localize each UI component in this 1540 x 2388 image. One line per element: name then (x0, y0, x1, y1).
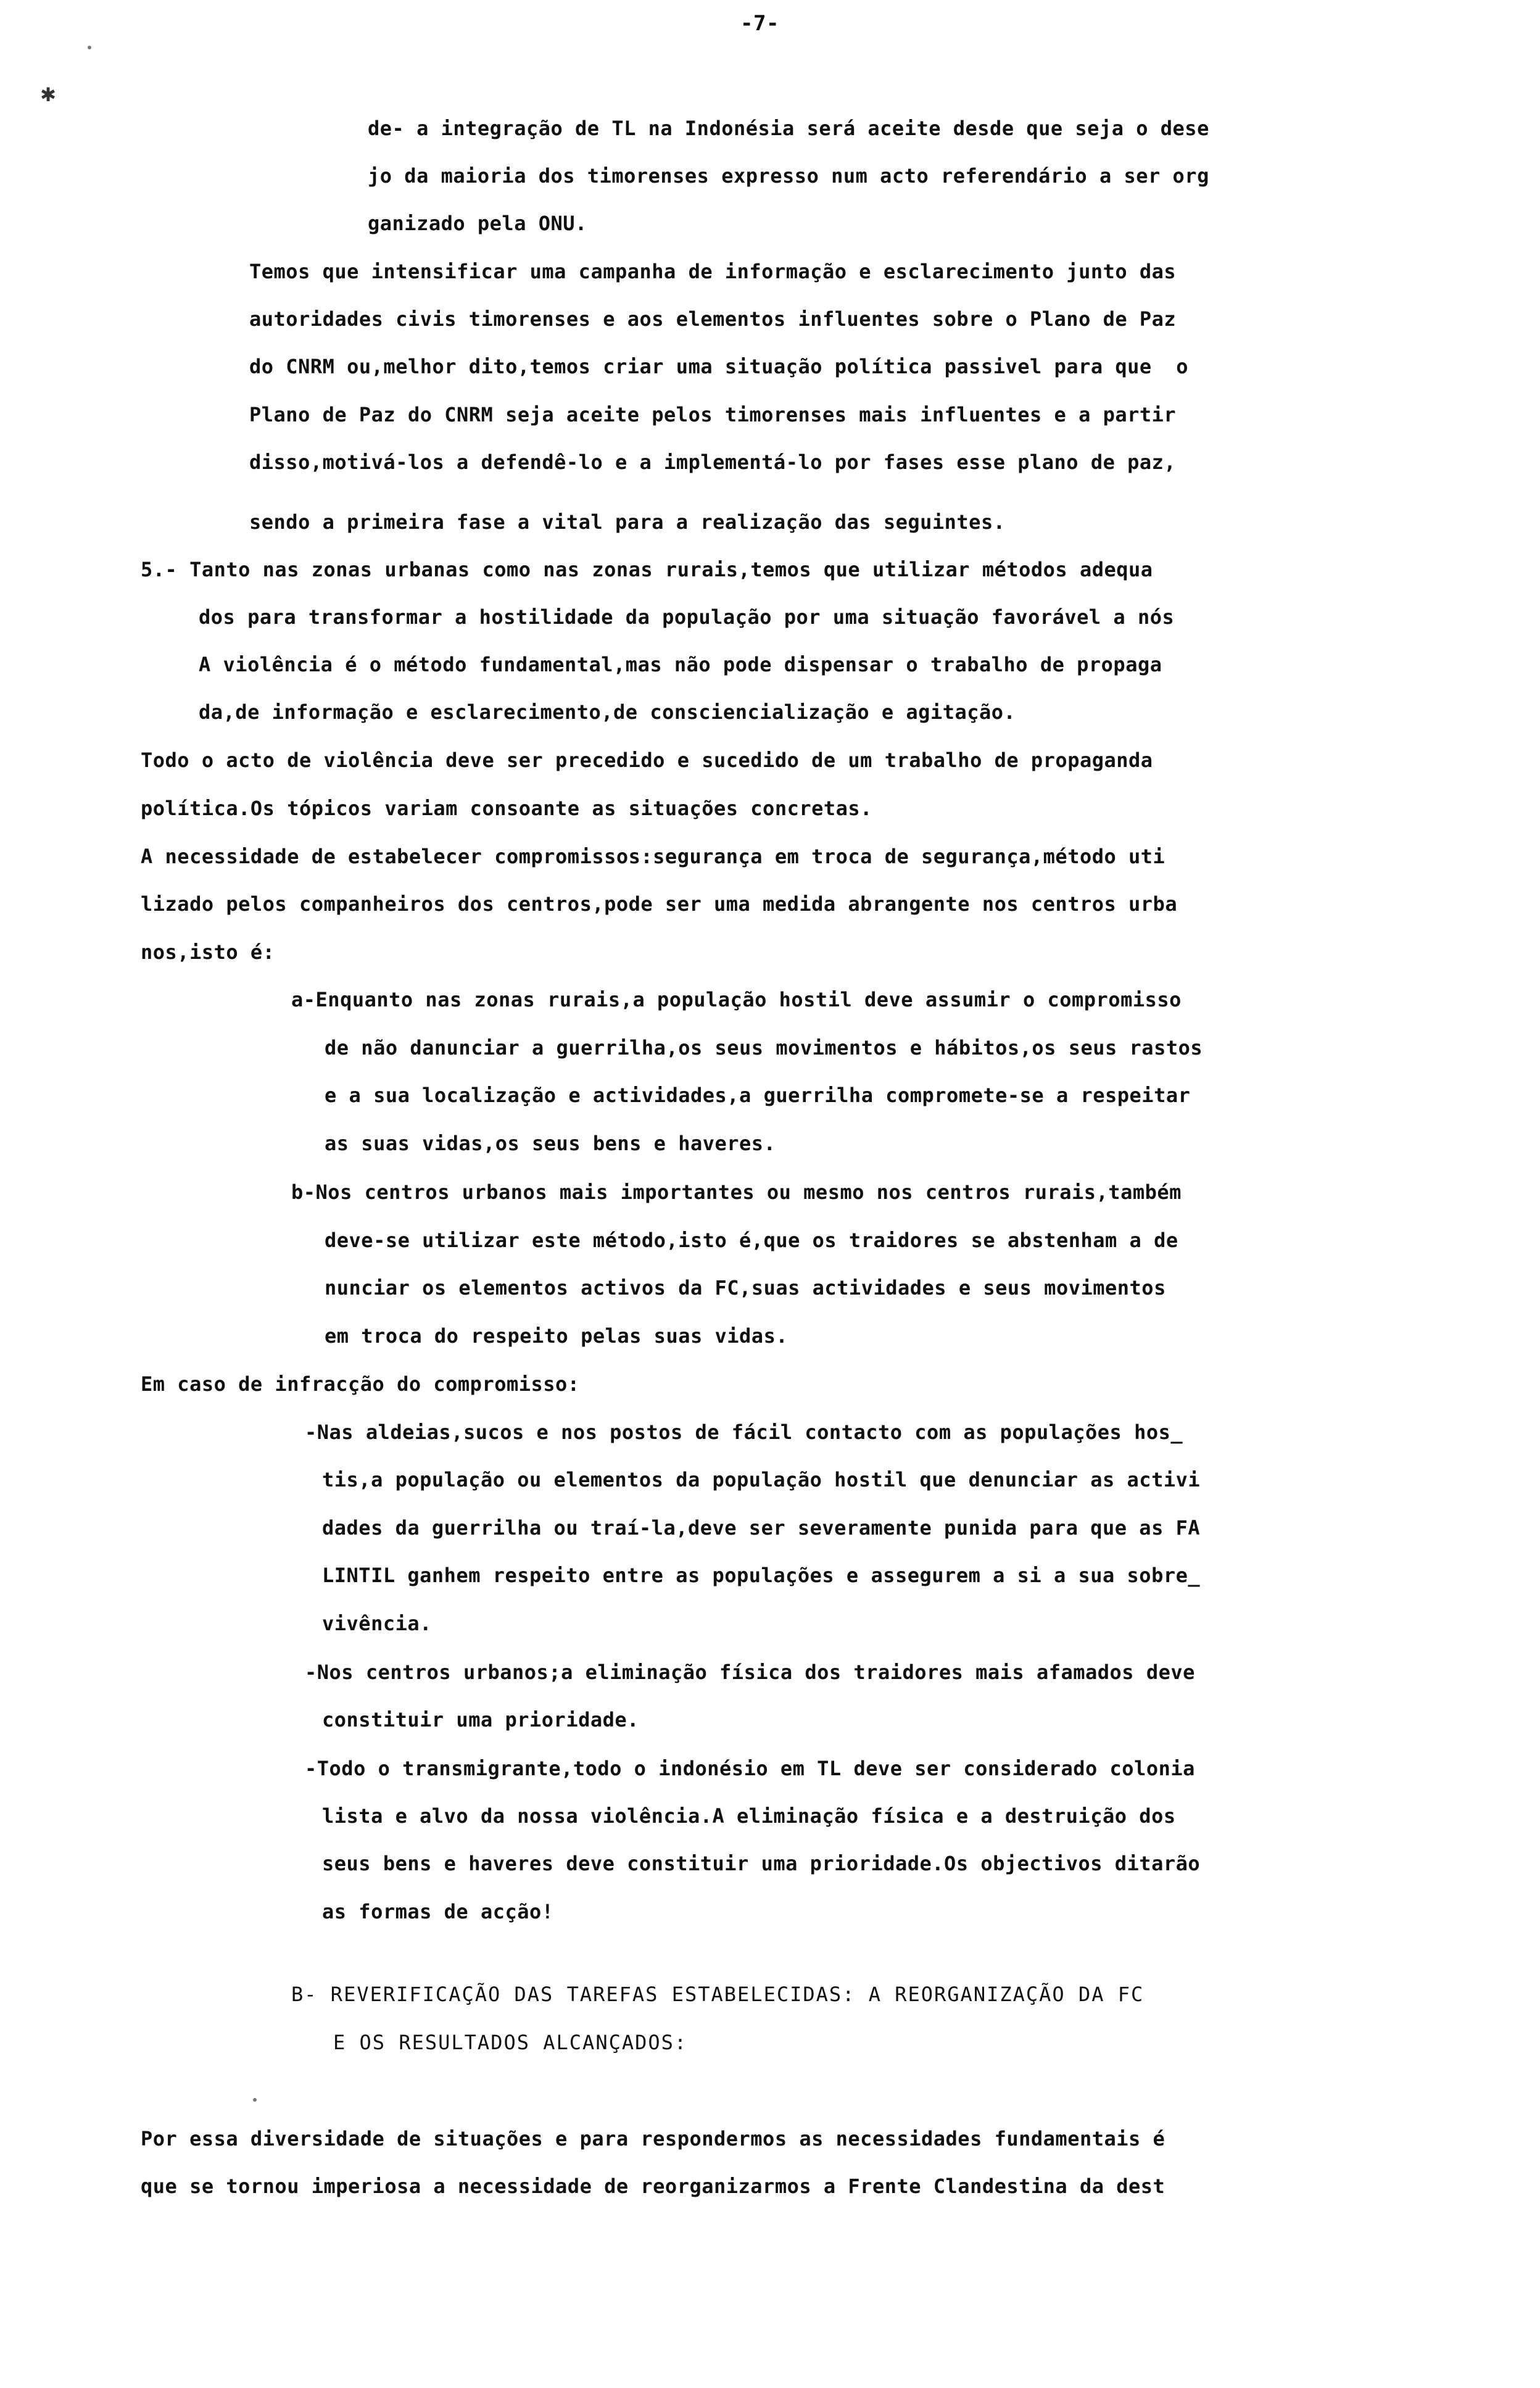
text-line: ganizado pela ONU. (368, 212, 587, 235)
text-line: as suas vidas,os seus bens e haveres. (325, 1132, 776, 1155)
text-line: lizado pelos companheiros dos centros,pode ser uma medida abrangente nos centros urba (141, 892, 1178, 916)
text-line: de- a integração de TL na Indonésia será aceite desde que seja o dese (368, 117, 1209, 140)
text-line: Por essa diversidade de situações e para respondermos as necessidades fundamentais é (141, 2127, 1165, 2150)
text-line: do CNRM ou,melhor dito,temos criar uma situação política passivel para que o (249, 355, 1188, 378)
section-heading-line: E OS RESULTADOS ALCANÇADOS: (333, 2031, 688, 2054)
text-line: em troca do respeito pelas suas vidas. (325, 1324, 789, 1348)
scan-dot (88, 46, 91, 49)
text-line: que se tornou imperiosa a necessidade de reorganizarmos a Frente Clandestina da dest (141, 2174, 1165, 2198)
text-line: Temos que intensificar uma campanha de informação e esclarecimento junto das (249, 260, 1177, 283)
text-line: de não danunciar a guerrilha,os seus movimentos e hábitos,os seus rastos (325, 1036, 1203, 1059)
text-line: lista e alvo da nossa violência.A eliminação física e a destruição dos (322, 1804, 1176, 1828)
list-item: -Nas aldeias,sucos e nos postos de fácil contacto com as populações hos_ (305, 1420, 1183, 1444)
text-line: nunciar os elementos activos da FC,suas actividades e seus movimentos (325, 1276, 1166, 1300)
text-line: nos,isto é: (141, 940, 275, 964)
text-line: da,de informação e esclarecimento,de consciencialização e agitação. (199, 700, 1016, 724)
text-line: disso,motivá-los a defendê-lo e a implementá-lo por fases esse plano de paz, (249, 450, 1177, 474)
scan-dot (253, 2098, 257, 2102)
text-line: tis,a população ou elementos da população hostil que denunciar as activi (322, 1468, 1201, 1491)
text-line: vivência. (322, 1612, 432, 1635)
section-heading: B- REVERIFICAÇÃO DAS TAREFAS ESTABELECIDAS: A REORGANIZAÇÃO DA FC (291, 1983, 1145, 2006)
page-number: -7- (740, 11, 779, 36)
text-line: dos para transformar a hostilidade da população por uma situação favorável a nós (199, 605, 1175, 629)
text-line: dades da guerrilha ou traí-la,deve ser severamente punida para que as FA (322, 1516, 1201, 1540)
list-item-b: b-Nos centros urbanos mais importantes ou mesmo nos centros rurais,também (291, 1180, 1182, 1204)
text-line: jo da maioria dos timorenses expresso num acto referendário a ser org (368, 164, 1209, 188)
text-line: seus bens e haveres deve constituir uma prioridade.Os objectivos ditarão (322, 1852, 1201, 1875)
list-item: -Nos centros urbanos;a eliminação física dos traidores mais afamados deve (305, 1660, 1195, 1684)
text-line: Todo o acto de violência deve ser precedido e sucedido de um trabalho de propaganda (141, 748, 1153, 772)
scan-speck-icon: ✱ (41, 79, 56, 107)
text-line: deve-se utilizar este método,isto é,que os traidores se abstenham a de (325, 1229, 1178, 1252)
text-line: Em caso de infracção do compromisso: (141, 1372, 580, 1396)
text-line: A necessidade de estabelecer compromissos:segurança em troca de segurança,método uti (141, 845, 1165, 868)
list-item-a: a-Enquanto nas zonas rurais,a população hostil deve assumir o compromisso (291, 988, 1182, 1011)
text-line: Plano de Paz do CNRM seja aceite pelos timorenses mais influentes e a partir (249, 403, 1177, 426)
text-line: constituir uma prioridade. (322, 1708, 639, 1731)
text-line: 5.- Tanto nas zonas urbanas como nas zonas rurais,temos que utilizar métodos adequa (141, 558, 1153, 581)
text-line: LINTIL ganhem respeito entre as populações e assegurem a si a sua sobre_ (322, 1564, 1201, 1587)
list-item: -Todo o transmigrante,todo o indonésio em TL deve ser considerado colonia (305, 1757, 1195, 1780)
text-line: sendo a primeira fase a vital para a realização das seguintes. (249, 510, 1006, 534)
text-line: A violência é o método fundamental,mas não pode dispensar o trabalho de propaga (199, 653, 1162, 676)
text-line: política.Os tópicos variam consoante as situações concretas. (141, 797, 872, 820)
text-line: autoridades civis timorenses e aos elementos influentes sobre o Plano de Paz (249, 307, 1177, 331)
text-line: as formas de acção! (322, 1900, 554, 1923)
text-line: e a sua localização e actividades,a guerrilha compromete-se a respeitar (325, 1084, 1191, 1107)
